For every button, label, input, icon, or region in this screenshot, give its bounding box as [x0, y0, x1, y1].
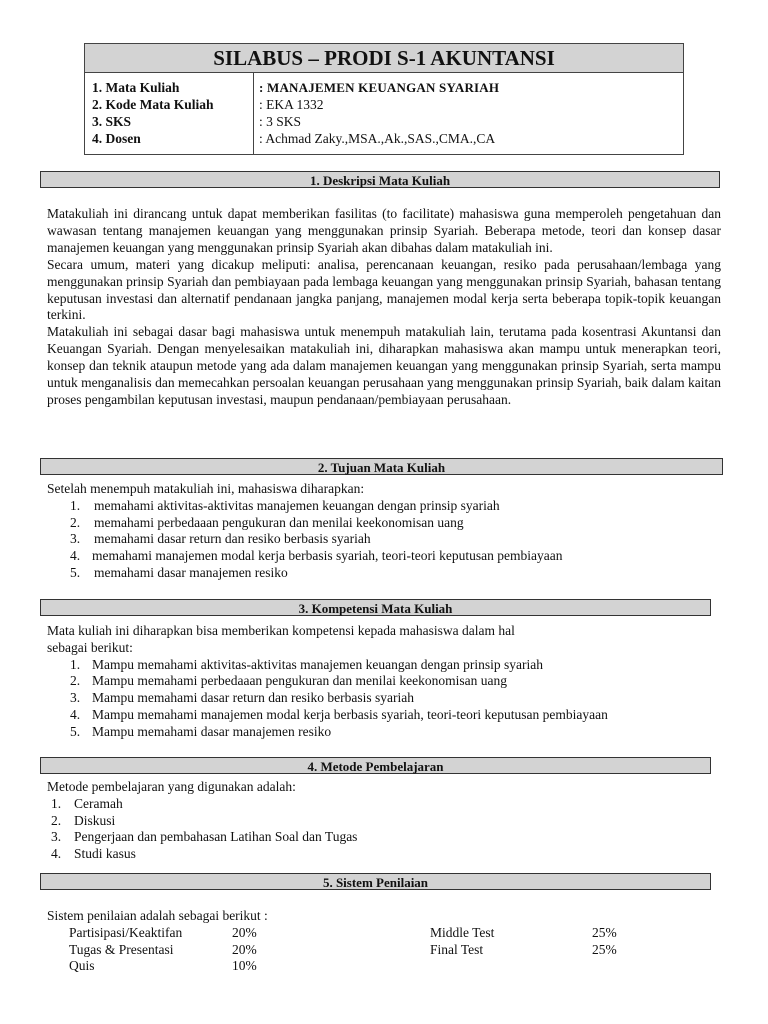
grading-percent: 20%	[232, 924, 257, 940]
grading-percent: 25%	[592, 924, 617, 940]
section-heading-competencies: 3. Kompetensi Mata Kuliah	[40, 599, 711, 616]
list-item: 3. Pengerjaan dan pembahasan Latihan Soal dan Tugas	[51, 829, 358, 845]
list-item: 1. Ceramah	[51, 795, 123, 811]
competencies-intro-1: Mata kuliah ini diharapkan bisa memberikan kompetensi kepada mahasiswa dalam hal	[47, 623, 515, 638]
section-heading-objectives: 2. Tujuan Mata Kuliah	[40, 458, 723, 475]
description-paragraph-2: Secara umum, materi yang dicakup meliputi: analisa, perencanaan keuangan, resiko pada perusahaan/lembaga yang menggunakan prinsip Syariah dan pembiayaan pada lembaga keuangan yang menggunakan prinsip Syariah, bahasan tentang keputusan investasi dan alternatif pendanaan jangka panjang, manajemen modal kerja serta beberapa topik-topik keuangan terkini.	[47, 256, 721, 323]
list-item: 4. Mampu memahami manajemen modal kerja berbasis syariah, teori-teori keputusan pembiayaan	[70, 706, 608, 722]
page-title: SILABUS – PRODI S-1 AKUNTANSI	[85, 44, 683, 73]
label-credits: 3. SKS	[92, 114, 132, 129]
grading-percent: 20%	[232, 941, 257, 957]
description-paragraph-3: Matakuliah ini sebagai dasar bagi mahasiswa untuk menempuh matakuliah lain, terutama pada kosentrasi Akuntansi dan Keuangan Syariah. Dengan menyelesaikan matakuliah ini, diharapkan mahasiswa akan mampu untuk menerapkan teori, konsep dan teknik ataupun metode yang ada dalam manajemen keuangan yang menggunakan prinsip Syariah, serta mampu untuk menganalisis dan memecahkan persoalan keuangan perusahaan yang menggunakan prinsip Syariah, baik dalam kaitan proses pengambilan keputusan investasi, maupun pendanaan/pembiayaan perusahaan.	[47, 324, 721, 407]
grading-label: Middle Test	[430, 924, 495, 940]
value-credits: : 3 SKS	[259, 114, 302, 129]
methods-intro: Metode pembelajaran yang digunakan adalah:	[47, 779, 296, 794]
list-item: 2. memahami perbedaaan pengukuran dan menilai keekonomisan uang	[70, 514, 464, 530]
syllabus-header-table	[84, 43, 684, 155]
section-heading-grading: 5. Sistem Penilaian	[40, 873, 711, 890]
label-lecturer: 4. Dosen	[92, 131, 141, 146]
list-item: 4. Studi kasus	[51, 846, 136, 862]
list-item: 2. Diskusi	[51, 812, 116, 828]
list-item: 1. Mampu memahami aktivitas-aktivitas manajemen keuangan dengan prinsip syariah	[70, 656, 543, 672]
course-info-grid	[85, 73, 683, 154]
list-item: 3. Mampu memahami dasar return dan resiko berbasis syariah	[70, 690, 415, 706]
course-info-labels	[85, 73, 254, 154]
label-course-code: 2. Kode Mata Kuliah	[92, 97, 214, 112]
course-info-values	[254, 73, 683, 154]
methods-list	[47, 779, 721, 863]
grading-percent: 10%	[232, 958, 257, 974]
list-item: 5. memahami dasar manajemen resiko	[70, 564, 288, 580]
section-heading-methods: 4. Metode Pembelajaran	[40, 757, 711, 774]
description-text	[47, 206, 721, 409]
competencies-list	[47, 623, 721, 741]
grading-percent: 25%	[592, 941, 617, 957]
list-item: 1. memahami aktivitas-aktivitas manajemen keuangan dengan prinsip syariah	[70, 497, 500, 513]
objectives-intro: Setelah menempuh matakuliah ini, mahasiswa diharapkan:	[47, 481, 365, 496]
value-course-name: : MANAJEMEN KEUANGAN SYARIAH	[259, 80, 500, 95]
section-heading-description: 1. Deskripsi Mata Kuliah	[40, 171, 720, 188]
grading-label: Quis	[69, 958, 95, 974]
grading-label: Final Test	[430, 941, 484, 957]
value-lecturer: : Achmad Zaky.,MSA.,Ak.,SAS.,CMA.,CA	[259, 131, 496, 146]
competencies-intro-2: sebagai berikut:	[47, 639, 133, 655]
list-item: 4. memahami manajemen modal kerja berbasis syariah, teori-teori keputusan pembiayaan	[70, 548, 563, 564]
list-item: 5. Mampu memahami dasar manajemen resiko	[70, 723, 332, 739]
description-paragraph-1: Matakuliah ini dirancang untuk dapat memberikan fasilitas (to facilitate) mahasiswa guna memperoleh pengetahuan dan wawasan tentang manajemen keuangan yang menggunakan prinsip Syariah. Beberapa metode, teori dan konsep dasar manajemen keuangan yang menggunakan prinsip Syariah akan dibahas dalam matakuliah ini.	[47, 206, 721, 255]
grading-label: Tugas & Presentasi	[69, 941, 174, 957]
list-item: 3. memahami dasar return dan resiko berbasis syariah	[70, 531, 371, 547]
grading-intro: Sistem penilaian adalah sebagai berikut :	[47, 908, 268, 923]
objectives-list	[47, 481, 721, 582]
list-item: 2. Mampu memahami perbedaaan pengukuran dan menilai keekonomisan uang	[70, 673, 507, 689]
label-course-name: 1. Mata Kuliah	[92, 80, 180, 95]
value-course-code: : EKA 1332	[259, 97, 324, 112]
grading-label: Partisipasi/Keaktifan	[69, 924, 183, 940]
